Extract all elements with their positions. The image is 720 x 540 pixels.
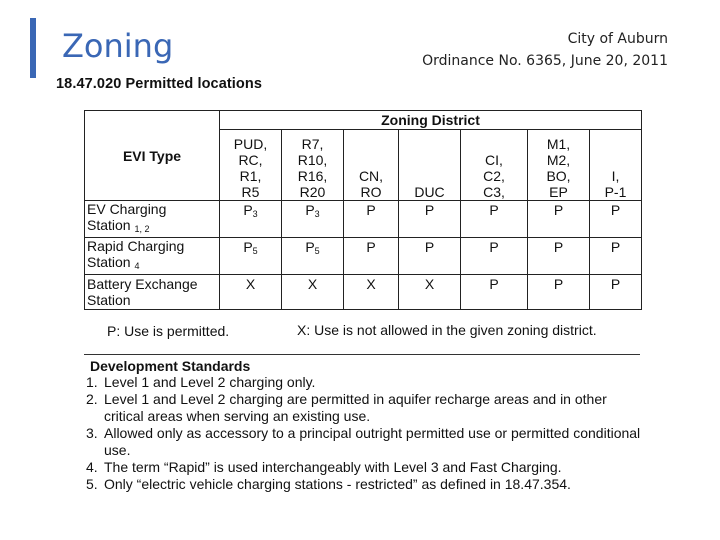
development-standard-item xyxy=(86,459,646,476)
permission-cell xyxy=(590,275,642,310)
permission-value: P xyxy=(366,202,376,218)
zoning-district-code: R10, xyxy=(297,152,328,168)
standard-number: 3. xyxy=(86,425,98,441)
standard-text: Only “electric vehicle charging stations - restricted” as defined in 18.47.354. xyxy=(104,476,571,492)
divider xyxy=(84,354,640,355)
zoning-district-header: Zoning District xyxy=(220,111,642,130)
permission-value: P xyxy=(424,202,435,218)
footnote-ref: 3 xyxy=(252,209,258,219)
zoning-district-code: R5 xyxy=(241,184,260,200)
permission-cell xyxy=(590,201,642,238)
permission-value: P xyxy=(610,239,621,255)
permission-value: P xyxy=(305,202,315,218)
evi-type-label-line xyxy=(87,217,217,237)
permission-value: P xyxy=(610,276,621,292)
zoning-district-code: R7, xyxy=(301,136,324,152)
permission-value: X xyxy=(307,276,318,292)
table-row xyxy=(85,201,642,238)
permission-value: X xyxy=(245,276,256,292)
legend-not-allowed: X: Use is not allowed in the given zoning district. xyxy=(297,322,597,338)
slide-title: Zoning xyxy=(62,27,174,65)
permission-cell xyxy=(220,201,282,238)
permission-cell xyxy=(282,238,344,275)
zoning-district-code: EP xyxy=(549,184,568,200)
scanned-ordinance-excerpt xyxy=(52,74,652,514)
zoning-district-code: RO xyxy=(360,184,382,200)
standard-text: The term “Rapid” is used interchangeably with Level 3 and Fast Charging. xyxy=(104,459,562,475)
permission-cell xyxy=(344,238,399,275)
footnote-ref: 3 xyxy=(314,209,320,219)
standard-text: Allowed only as accessory to a principal outright permitted use or permitted conditional use. xyxy=(104,425,641,458)
development-standard-item xyxy=(86,425,646,459)
standard-number: 1. xyxy=(86,374,98,390)
evi-type-label-line: Rapid Charging xyxy=(87,238,185,254)
table-header-row xyxy=(85,111,642,130)
table-row xyxy=(85,238,642,275)
permission-cell xyxy=(282,275,344,310)
zoning-district-column-header xyxy=(220,130,282,201)
zoning-district-code: M2, xyxy=(546,152,571,168)
evi-type-label xyxy=(85,275,220,310)
zoning-district-code: BO, xyxy=(546,168,571,184)
zoning-district-code: I, xyxy=(611,168,620,184)
zoning-district-code: M1, xyxy=(546,136,571,152)
ordinance-city: City of Auburn xyxy=(567,31,668,47)
permission-cell xyxy=(461,238,528,275)
evi-type-label-line xyxy=(87,292,217,308)
development-standard-item xyxy=(86,391,646,425)
zoning-district-code: PUD, xyxy=(233,136,268,152)
permission-value: P xyxy=(243,239,253,255)
permission-value: X xyxy=(366,276,376,292)
permission-cell xyxy=(220,275,282,310)
standard-text: Level 1 and Level 2 charging are permitted in aquifer recharge areas and in other critical areas when serving an existing use. xyxy=(104,391,607,424)
evi-type-label-line: EV Charging xyxy=(87,201,167,217)
zoning-district-code: CN, xyxy=(358,168,384,184)
permission-value: P xyxy=(489,202,499,218)
development-standards-title: Development Standards xyxy=(90,358,251,374)
zoning-district-code: R16, xyxy=(297,168,328,184)
title-accent-bar xyxy=(30,18,36,78)
zoning-district-column-header xyxy=(590,130,642,201)
permission-cell xyxy=(220,238,282,275)
permission-value: P xyxy=(489,239,499,255)
footnote-ref: 5 xyxy=(252,246,258,256)
zoning-district-column-header xyxy=(282,130,344,201)
permission-value: P xyxy=(610,202,621,218)
evi-type-label-text: Station xyxy=(87,254,131,270)
permission-cell xyxy=(399,275,461,310)
zoning-district-code: R1, xyxy=(239,168,262,184)
permission-value: P xyxy=(424,239,435,255)
permission-cell xyxy=(399,238,461,275)
permission-value: P xyxy=(489,276,499,292)
development-standards-list xyxy=(86,374,646,493)
zoning-district-code: CI, xyxy=(485,152,503,168)
table-row xyxy=(85,275,642,310)
footnote-ref: 5 xyxy=(314,246,320,256)
standard-number: 4. xyxy=(86,459,98,475)
standard-number: 2. xyxy=(86,391,98,407)
permission-value: P xyxy=(553,202,564,218)
ordinance-reference xyxy=(422,28,668,72)
zoning-district-code: C3, xyxy=(483,184,505,200)
evi-type-label-text: Station xyxy=(87,292,131,308)
legend-permitted: P: Use is permitted. xyxy=(107,323,230,339)
permission-cell xyxy=(344,201,399,238)
section-heading: 18.47.020 Permitted locations xyxy=(56,76,262,92)
footnote-ref: 1, 2 xyxy=(134,224,150,234)
development-standard-item xyxy=(86,476,646,493)
footnote-ref: 4 xyxy=(134,261,140,271)
permission-value: P xyxy=(243,202,253,218)
ordinance-number-date: Ordinance No. 6365, June 20, 2011 xyxy=(422,53,668,69)
development-standard-item xyxy=(86,374,646,391)
evi-type-label xyxy=(85,238,220,275)
zoning-district-column-header xyxy=(344,130,399,201)
zoning-district-column-header xyxy=(399,130,461,201)
standard-text: Level 1 and Level 2 charging only. xyxy=(104,374,316,390)
zoning-district-code: DUC xyxy=(414,184,445,200)
permission-value: P xyxy=(366,239,376,255)
permission-cell xyxy=(528,201,590,238)
zoning-district-code: R20 xyxy=(299,184,326,200)
permitted-locations-table xyxy=(84,110,642,310)
permission-value: X xyxy=(424,276,435,292)
permission-cell xyxy=(528,238,590,275)
zoning-district-column-header xyxy=(528,130,590,201)
evi-type-label-line xyxy=(87,254,217,274)
permission-cell xyxy=(528,275,590,310)
evi-type-label-line: Battery Exchange xyxy=(87,276,198,292)
zoning-district-code: RC, xyxy=(238,152,263,168)
zoning-district-column-header xyxy=(461,130,528,201)
permission-cell xyxy=(590,238,642,275)
standard-number: 5. xyxy=(86,476,98,492)
permission-cell xyxy=(461,275,528,310)
permission-value: P xyxy=(553,276,564,292)
zoning-district-code: C2, xyxy=(483,168,505,184)
permission-cell xyxy=(461,201,528,238)
permission-cell xyxy=(399,201,461,238)
evi-type-label xyxy=(85,201,220,238)
evi-type-header: EVI Type xyxy=(85,111,220,201)
evi-type-label-text: Station xyxy=(87,217,131,233)
permission-value: P xyxy=(553,239,564,255)
permission-cell xyxy=(282,201,344,238)
zoning-district-code: P-1 xyxy=(604,184,627,200)
permission-cell xyxy=(344,275,399,310)
permission-value: P xyxy=(305,239,315,255)
